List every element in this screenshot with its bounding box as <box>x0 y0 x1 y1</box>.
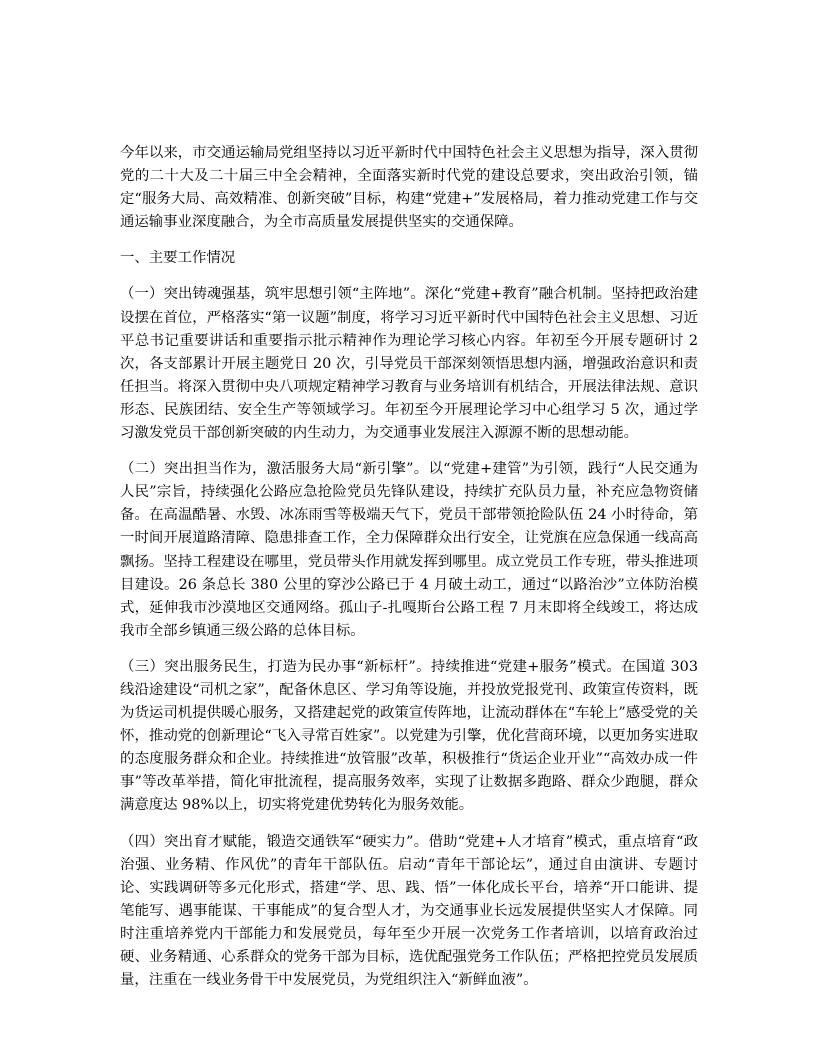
paragraph-gap <box>120 818 698 831</box>
section-heading: 一、主要工作情况 <box>120 250 236 267</box>
body-paragraph-3: （三）突出服务民生，打造为民办事“新标杆”。持续推进“党建+服务”模式。在国道 303 线沿途建设“司机之家”，配备休息区、学习角等设施，并投放党报党刊、政策宣传资料，既为货运司机提供暖心服务，又搭建起党的政策宣传阵地，让流动群体在“车轮上”感受党的关怀，推动党的创新理论“飞入寻常百姓家”。以党建为引擎，优化营商环境，以更加务实进取的态度服务群众和企业。持续推进“放管服”改革，积极推行“货运企业开业”“高效办成一件事”等改革举措，简化审批流程，提高服务效率，实现了让数据多跑路、群众少跑腿，群众满意度达 98%以上，切实将党建优势转化为服务效能。 <box>120 658 698 814</box>
paragraph-gap <box>120 234 698 247</box>
body-paragraph-1: （一）突出铸魂强基，筑牢思想引领“主阵地”。深化“党建+教育”融合机制。坚持把政治建设摆在首位，严格落实“第一议题”制度，将学习习近平新时代中国特色社会主义思想、习近平总书记重要讲话和重要指示批示精神作为理论学习核心内容。年初至今开展专题研讨 2 次，各支部累计开展主题党日 20 次，引导党员干部深刻领悟思想内涵，增强政治意识和责任担当。将深入贯彻中央八项规定精神学习教育与业务培训有机结合，开展法律法规、意识形态、民族团结、安全生产等领域学习。年初至今开展理论学习中心组学习 5 次，通过学习激发党员干部创新突破的内生动力，为交通事业发展注入源源不断的思想动能。 <box>120 286 698 442</box>
intro-paragraph: 今年以来，市交通运输局党组坚持以习近平新时代中国特色社会主义思想为指导，深入贯彻党的二十大及二十届三中全会精神，全面落实新时代党的建设总要求，突出政治引领，锚定“服务大局、高效精准、创新突破”目标，构建“党建+”发展格局，着力推动党建工作与交通运输事业深度融合，为全市高质量发展提供坚实的交通保障。 <box>120 145 698 231</box>
paragraph-gap <box>120 643 698 656</box>
document-page <box>120 142 698 992</box>
paragraph-gap <box>120 270 698 283</box>
body-paragraph-2: （二）突出担当作为，激活服务大局“新引擎”。以“党建+建管”为引领，践行“人民交通为人民”宗旨，持续强化公路应急抢险党员先锋队建设，持续扩充队员力量，补充应急物资储备。在高温酷暑、水毁、冰冻雨雪等极端天气下，党员干部带领抢险队伍 24 小时待命，第一时间开展道路清障、隐患排查工作，全力保障群众出行安全，让党旗在应急保通一线高高飘扬。坚持工程建设在哪里，党员带头作用就发挥到哪里。成立党员工作专班，带头推进项目建设。26 条总长 380 公里的穿沙公路已于 4 月破土动工，通过“以路治沙”立体防治模式，延伸我市沙漠地区交通网络。孤山子-扎嘎斯台公路工程 7 月末即将全线竣工，将达成我市全部乡镇通三级公路的总体目标。 <box>120 461 698 639</box>
paragraph-gap <box>120 445 698 458</box>
body-paragraph-4: （四）突出育才赋能，锻造交通铁军“硬实力”。借助“党建+人才培育”模式，重点培育“政治强、业务精、作风优”的青年干部队伍。启动“青年干部论坛”，通过自由演讲、专题讨论、实践调研等多元化形式，搭建“学、思、践、悟”一体化成长平台，培养“开口能讲、提笔能写、遇事能谋、干事能成”的复合型人才，为交通事业长远发展提供坚实人才保障。同时注重培养党内干部能力和发展党员，每年至少开展一次党务工作者培训，以培育政治过硬、业务精通、心系群众的党务干部为目标，选优配强党务工作队伍；严格把控党员发展质量，注重在一线业务骨干中发展党员，为党组织注入“新鲜血液”。 <box>120 833 698 989</box>
